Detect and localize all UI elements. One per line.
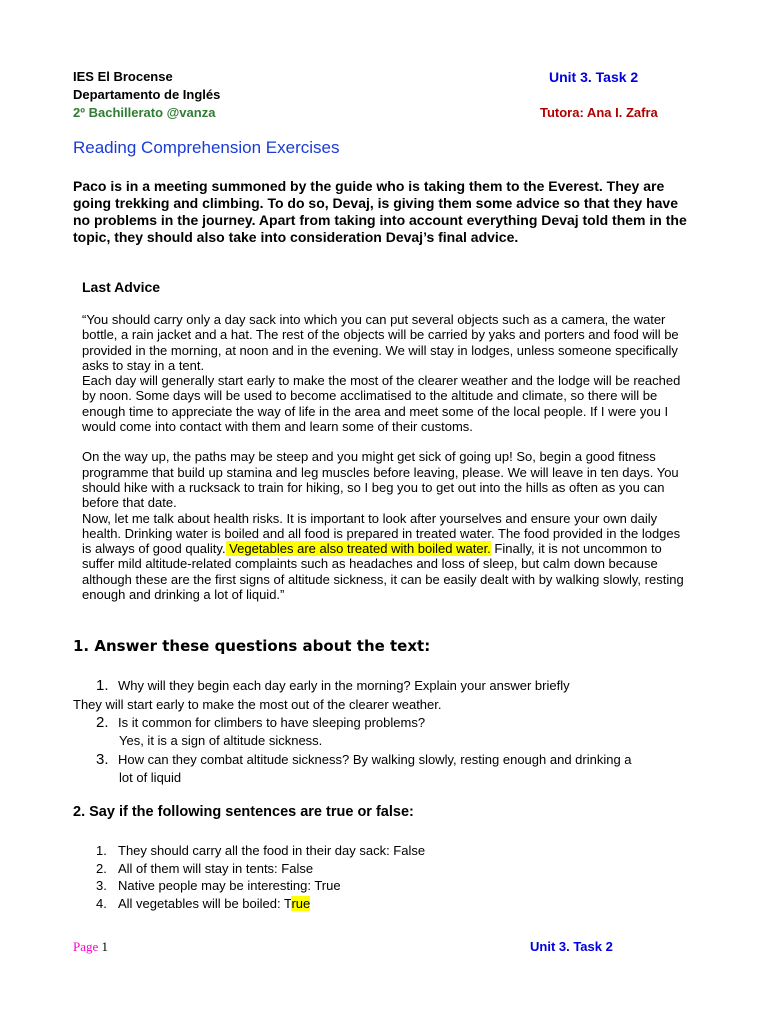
footer-unit-label: Unit 3. Task 2: [530, 939, 613, 954]
intro-paragraph: Paco is in a meeting summoned by the guide who is taking them to the Everest. They are going trekking and climbing. To do so, Devaj, is giving them some advice so that they have no problems in the journey. Apart from taking into account everything Devaj told them in the topic, they should also take into consideration Devaj’s final advice.: [73, 178, 687, 245]
tf-item-3: [96, 877, 341, 895]
question-2-text: Is it common for climbers to have sleeping problems?: [118, 715, 426, 730]
reading-paragraph-4-end: Finally, it is not uncommon to suffer mild altitude-related complaints such as headaches and loss of sleep, but calm down because although these are the first signs of altitude sickness, it can be easily dealt with by walking slowly, resting enough and drinking a lot of liquid.”: [82, 541, 684, 603]
tf-item-2-number: 2.: [96, 861, 107, 876]
tf-item-1-number: 1.: [96, 843, 107, 858]
section1-title: 1. Answer these questions about the text:: [73, 637, 431, 655]
tf-item-1-text: They should carry all the food in their day sack: False: [118, 843, 426, 858]
highlighted-sentence: Vegetables are also treated with boiled water.: [225, 541, 491, 557]
question-2: [96, 714, 425, 732]
tf-item-3-number: 3.: [96, 878, 107, 893]
reading-text: [82, 312, 692, 602]
tf-item-4: [96, 895, 310, 913]
question-3-text-line1: How can they combat altitude sickness? By walking slowly, resting enough and drinking a: [118, 752, 632, 767]
course-name: 2º Bachillerato @vanza: [73, 105, 216, 120]
answer-1: They will start early to make the most out of the clearer weather.: [73, 697, 442, 712]
question-1: [96, 677, 570, 695]
tf-item-1: [96, 842, 425, 860]
reading-paragraph-3: On the way up, the paths may be steep and you might get sick of going up! So, begin a good fitness programme that build up stamina and leg muscles before leaving, please. We will leave in ten days. You should hike with a rucksack to train for hiking, so I beg you to get out into the hills as often as you can before that date.: [82, 449, 679, 511]
reading-paragraph-4: [82, 511, 692, 603]
tutor-label: Tutora: Ana I. Zafra: [540, 105, 658, 120]
question-3: [96, 751, 632, 769]
page-number: 1: [101, 939, 109, 954]
question-3-number: 3.: [96, 751, 109, 768]
section2-title: 2. Say if the following sentences are true or false:: [73, 804, 414, 820]
question-3-text-line2: lot of liquid: [119, 770, 182, 785]
page-label: Page: [73, 939, 99, 954]
tf-item-4-number: 4.: [96, 896, 107, 911]
tf-item-3-text: Native people may be interesting: True: [118, 878, 341, 893]
tf-item-4-text: All vegetables will be boiled: T: [118, 896, 292, 911]
reading-paragraph-2: Each day will generally start early to make the most of the clearer weather and the lodge will be reached by noon. Some days will be used to become acclimatised to the altitude and climate, so there will be enough time to appreciate the way of life in the area and meet some of the local people. If I were you I would come into contact with them and learn some of their customs.: [82, 373, 681, 435]
tf-item-2: [96, 860, 313, 878]
answer-2: Yes, it is a sign of altitude sickness.: [119, 733, 323, 748]
tf-item-2-text: All of them will stay in tents: False: [118, 861, 314, 876]
question-1-text: Why will they begin each day early in the morning? Explain your answer briefly: [118, 678, 570, 693]
reading-paragraph-4-start: Now, let me talk about health risks. It is important to look after yourselves and ensure your own daily health. Drinking water is boiled and all food is prepared in treated water. The food provided in the lodges is always of good quality.: [82, 510, 681, 557]
page-title: Reading Comprehension Exercises: [73, 138, 340, 157]
question-1-number: 1.: [96, 677, 109, 694]
department-name: Departamento de Inglés: [73, 87, 221, 102]
page-footer: [73, 939, 108, 955]
unit-label: Unit 3. Task 2: [549, 69, 639, 85]
reading-heading: Last Advice: [82, 279, 161, 295]
school-name: IES El Brocense: [73, 69, 173, 84]
question-2-number: 2.: [96, 714, 109, 731]
tf-item-4-highlight: rue: [291, 896, 311, 911]
reading-paragraph-1: “You should carry only a day sack into which you can put several objects such as a camera, the water bottle, a rain jacket and a hat. The rest of the objects will be carried by yaks and porters and food will be provided in the morning, at noon and in the evening. We will stay in lodges, unless someone specifically asks to stay in a tent.: [82, 312, 679, 373]
